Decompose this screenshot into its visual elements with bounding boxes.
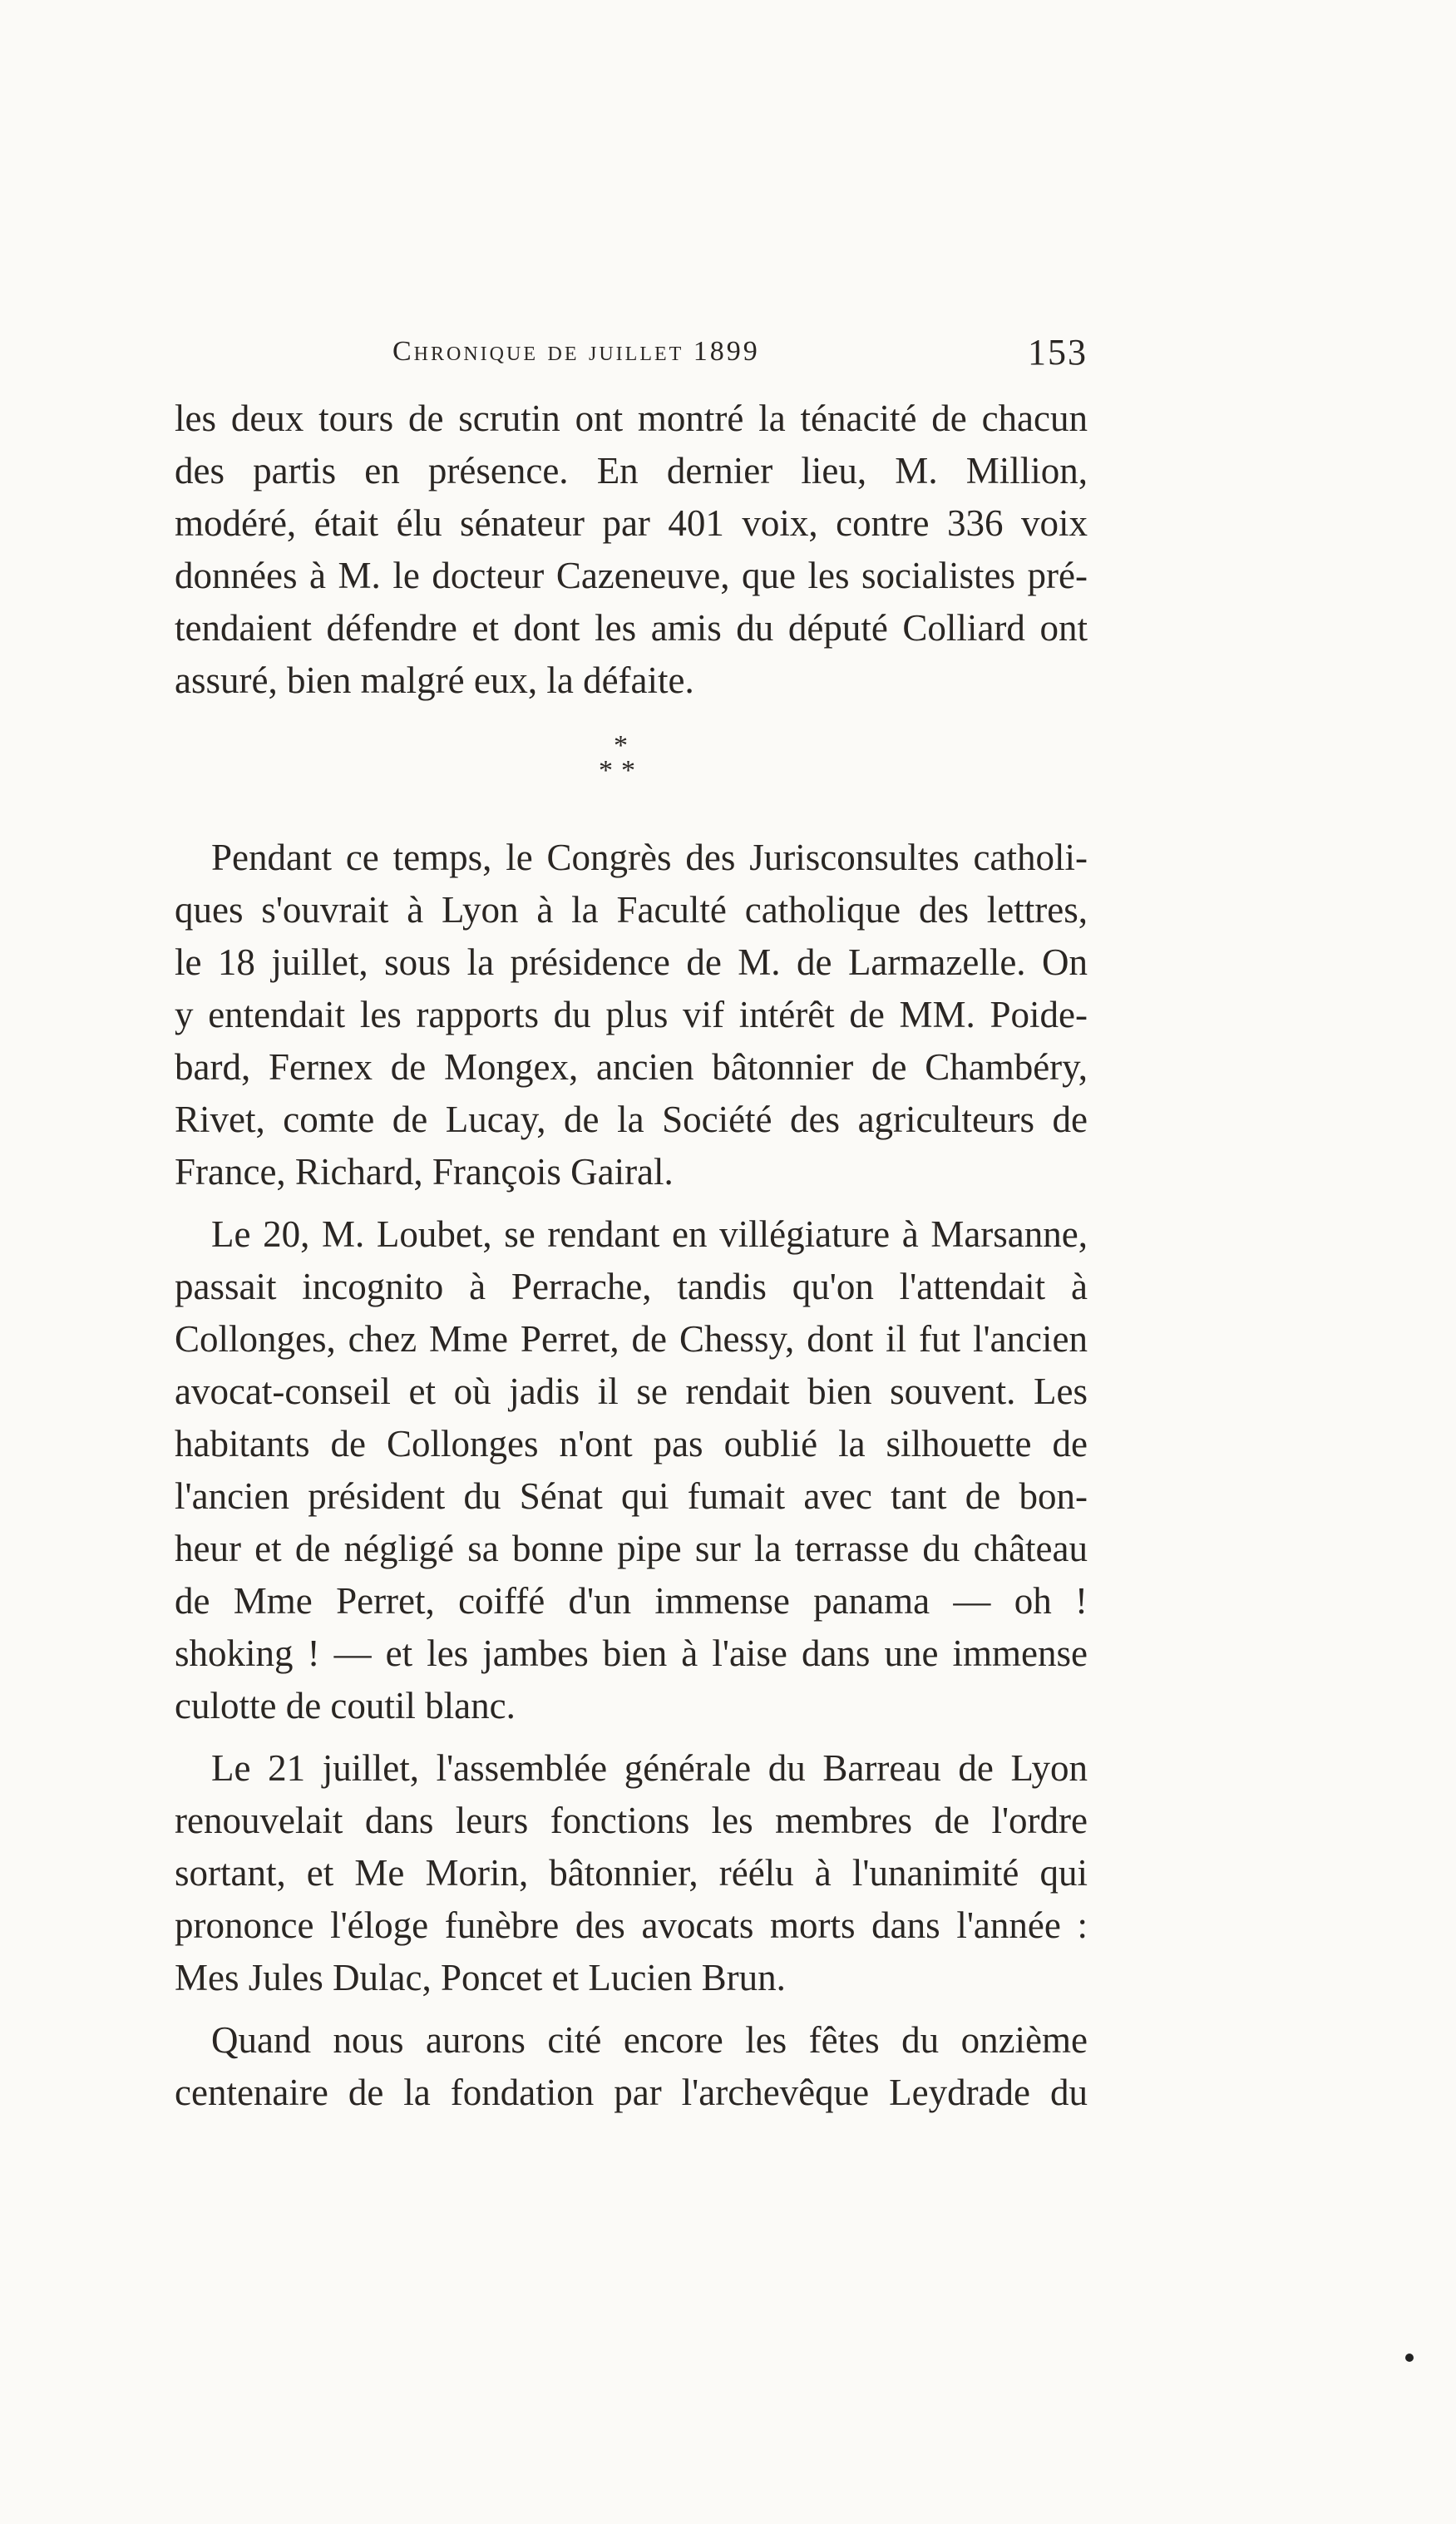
page-header [175, 331, 1088, 389]
text-line: sortant, et Me Morin, bâtonnier, réélu à l'unanimité qui [175, 1852, 1088, 1894]
text-line: Pendant ce temps, le Congrès des Jurisconsultes catholi- [211, 837, 1088, 878]
text-line: Le 20, M. Loubet, se rendant en villégiature à Marsanne, [211, 1213, 1088, 1255]
page-number: 153 [1028, 332, 1088, 373]
text-line: France, Richard, François Gairal. [175, 1151, 674, 1193]
text-line: les deux tours de scrutin ont montré la ténacité de chacun [175, 398, 1088, 439]
text-line: Collonges, chez Mme Perret, de Chessy, dont il fut l'ancien [175, 1318, 1088, 1360]
text-line: heur et de négligé sa bonne pipe sur la terrasse du château [175, 1528, 1088, 1569]
text-line: prononce l'éloge funèbre des avocats morts dans l'année : [175, 1904, 1088, 1946]
text-line: avocat-conseil et où jadis il se rendait bien souvent. Les [175, 1371, 1088, 1412]
text-line: des partis en présence. En dernier lieu, M. Million, [175, 450, 1088, 491]
text-line: ques s'ouvrait à Lyon à la Faculté catholique des lettres, [175, 889, 1088, 931]
text-line: Mes Jules Dulac, Poncet et Lucien Brun. [175, 1957, 786, 1998]
body-text [175, 393, 1088, 2119]
paragraph-gap [175, 2004, 1088, 2014]
text-line: Rivet, comte de Lucay, de la Société des agriculteurs de [175, 1099, 1088, 1140]
paragraph [175, 1208, 1088, 1732]
text-line: données à M. le docteur Cazeneuve, que les socialistes pré- [175, 555, 1088, 596]
section-asterism [175, 707, 1088, 832]
text-line: centenaire de la fondation par l'archevêque Leydrade du [175, 2072, 1088, 2113]
text-line: renouvelait dans leurs fonctions les membres de l'ordre [175, 1800, 1088, 1841]
text-line: habitants de Collonges n'ont pas oublié la silhouette de [175, 1423, 1088, 1465]
text-line: passait incognito à Perrache, tandis qu'on l'attendait à [175, 1266, 1088, 1307]
text-line: tendaient défendre et dont les amis du député Colliard ont [175, 607, 1088, 649]
text-line: Le 21 juillet, l'assemblée générale du Barreau de Lyon [211, 1747, 1088, 1789]
text-line: modéré, était élu sénateur par 401 voix, contre 336 voix [175, 502, 1088, 544]
paragraph [175, 832, 1088, 1198]
paragraph [175, 393, 1088, 707]
text-line: culotte de coutil blanc. [175, 1685, 516, 1726]
paragraph-gap [175, 1732, 1088, 1742]
text-line: le 18 juillet, sous la présidence de M. de Larmazelle. On [175, 941, 1088, 983]
paragraph-gap [175, 1198, 1088, 1208]
text-line: de Mme Perret, coiffé d'un immense panama — oh ! [175, 1580, 1088, 1622]
paragraph [175, 2014, 1088, 2119]
paragraph [175, 1742, 1088, 2004]
text-line: assuré, bien malgré eux, la défaite. [175, 659, 694, 701]
text-line: shoking ! — et les jambes bien à l'aise dans une immense [175, 1632, 1088, 1674]
text-line: y entendait les rapports du plus vif intérêt de MM. Poide- [175, 994, 1088, 1035]
text-line: bard, Fernex de Mongex, ancien bâtonnier de Chambéry, [175, 1046, 1088, 1088]
text-line: Quand nous aurons cité encore les fêtes du onzième [211, 2019, 1088, 2061]
ink-speck [1405, 2354, 1414, 2362]
running-title: Chronique de juillet 1899 [392, 336, 760, 367]
text-line: l'ancien président du Sénat qui fumait avec tant de bon- [175, 1475, 1088, 1517]
asterism-top: * [614, 730, 628, 761]
asterism-bottom: ** [599, 755, 644, 786]
